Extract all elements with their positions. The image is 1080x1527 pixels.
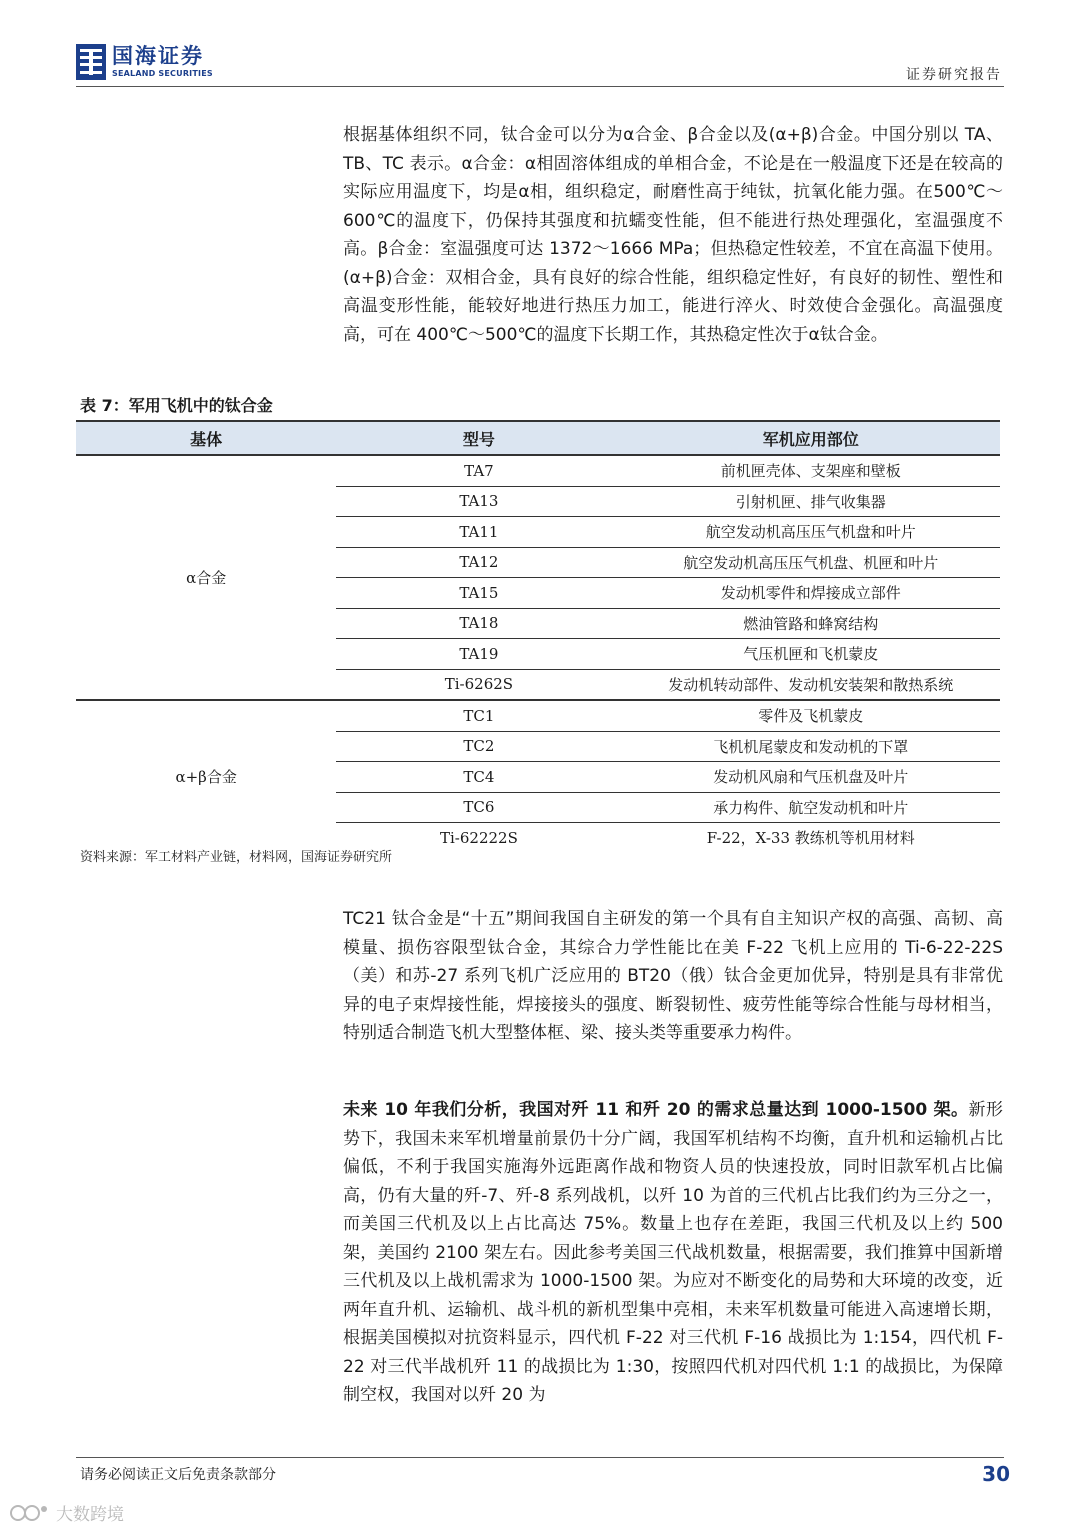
header-model: 型号 xyxy=(336,421,621,455)
model-cell: TC4 xyxy=(336,762,621,793)
model-cell: TC2 xyxy=(336,731,621,762)
paragraph-demand-body: 新形势下，我国未来军机增量前景仍十分广阔，我国军机结构不均衡，直升机和运输机占比偏低，不利于我国实施海外远距离作战和物资人员的快速投放，同时旧款军机占比偏高，仍有大量的歼-7、歼-8 系列战机，以歼 10 为首的三代机占比我们约为三分之一，而美国三代机及以上占比高达 75%。数量上也存在差距，我国三代机及以上约 500 架，美国约 2100 架左右。因此参考美国三代战机数量，根据需要，我们推算中国新增三代机及以上战机需求为 1000-1500 架。为应对不断变化的局势和大环境的改变，近两年直升机、运输机、战斗机的新机型集中亮相，未来军机数量可能进入高速增长期，根据美国模拟对抗资料显示，四代机 F-22 对三代机 F-16 战损比为 1:154，四代机 F-22 对三代半战机歼 11 的战损比为 1:30，按照四代机对四代机 1:1 的战损比，为保障制空权，我国对以歼 20 为 xyxy=(343,1100,1003,1405)
table-row xyxy=(76,455,1000,486)
table-source-note: 资料来源：军工材料产业链，材料网，国海证券研究所 xyxy=(80,850,393,865)
sealand-logo-icon xyxy=(76,44,106,80)
usage-cell: 零件及飞机蒙皮 xyxy=(622,700,1000,731)
model-cell: TA15 xyxy=(336,578,621,609)
usage-cell: 航空发动机高压压气机盘、机匣和叶片 xyxy=(622,547,1000,578)
paragraph-tc21: TC21 钛合金是“十五”期间我国自主研发的第一个具有自主知识产权的高强、高韧、高模量、损伤容限型钛合金，其综合力学性能比在美 F-22 飞机上应用的 Ti-6-22-22S（美）和苏-27 系列飞机广泛应用的 BT20（俄）钛合金更加优异，特别是具有非常优异的电子束焊接性能，焊接接头的强度、断裂韧性、疲劳性能等综合性能与母材相当，特别适合制造飞机大型整体框、梁、接头类等重要承力构件。 xyxy=(343,909,1003,1043)
model-cell: TA12 xyxy=(336,547,621,578)
header-usage: 军机应用部位 xyxy=(622,421,1000,455)
group-base-alpha-beta: α+β合金 xyxy=(175,768,237,787)
usage-cell: 承力构件、航空发动机和叶片 xyxy=(622,792,1000,823)
header-divider xyxy=(76,86,1004,87)
paragraph-alloy-types: 根据基体组织不同，钛合金可以分为α合金、β合金以及(α+β)合金。中国分别以 TA、TB、TC 表示。α合金：α相固溶体组成的单相合金，不论是在一般温度下还是在较高的实际应用温度下，均是α相，组织稳定，耐磨性高于纯钛，抗氧化能力强。在500℃～600℃的温度下，仍保持其强度和抗蠕变性能，但不能进行热处理强化，室温强度不高。β合金：室温强度可达 1372～1666 MPa；但热稳定性较差，不宜在高温下使用。(α+β)合金：双相合金，具有良好的综合性能，组织稳定性好，有良好的韧性、塑性和高温变形性能，能较好地进行热压力加工，能进行淬火、时效使合金强化。高温强度高，可在 400℃～500℃的温度下长期工作，其热稳定性次于α钛合金。 xyxy=(343,125,1003,345)
usage-cell: 发动机风扇和气压机盘及叶片 xyxy=(622,762,1000,793)
usage-cell: F-22，X-33 教练机等机用材料 xyxy=(706,829,915,848)
page-number: 30 xyxy=(982,1462,1010,1486)
titanium-alloy-table xyxy=(76,420,1000,853)
disclaimer-note: 请务必阅读正文后免责条款部分 xyxy=(80,1467,276,1483)
footer-divider xyxy=(76,1457,1004,1458)
table-row xyxy=(76,700,1000,731)
usage-cell: 引射机匣、排气收集器 xyxy=(622,486,1000,517)
logo-cn-text: 国海证券 xyxy=(112,44,204,68)
usage-cell: 前机匣壳体、支架座和壁板 xyxy=(622,455,1000,486)
header-base: 基体 xyxy=(76,421,336,455)
model-cell: TA13 xyxy=(336,486,621,517)
table-header-row xyxy=(76,421,1000,455)
usage-cell: 航空发动机高压压气机盘和叶片 xyxy=(622,517,1000,548)
model-cell: TA19 xyxy=(336,639,621,670)
usage-cell: 发动机转动部件、发动机安装架和散热系统 xyxy=(622,669,1000,700)
model-cell: TC6 xyxy=(336,792,621,823)
report-type-label: 证券研究报告 xyxy=(906,67,1002,83)
usage-cell: 发动机零件和焊接成立部件 xyxy=(622,578,1000,609)
model-cell: TC1 xyxy=(336,700,621,731)
model-cell: TA18 xyxy=(336,608,621,639)
usage-cell: 气压机匣和飞机蒙皮 xyxy=(622,639,1000,670)
model-cell: TA7 xyxy=(336,455,621,486)
table-caption: 表 7：军用飞机中的钛合金 xyxy=(80,396,273,415)
paragraph-demand-lead: 未来 10 年我们分析，我国对歼 11 和歼 20 的需求总量达到 1000-1500 架。 xyxy=(343,1100,969,1120)
watermark-logo-icon xyxy=(8,1503,52,1523)
group-base-alpha: α合金 xyxy=(76,455,336,700)
model-cell: TA11 xyxy=(336,517,621,548)
watermark xyxy=(8,1500,124,1525)
company-logo xyxy=(76,44,213,80)
model-cell: Ti-62222S xyxy=(439,828,518,847)
watermark-text: 大数跨境 xyxy=(56,1505,124,1525)
paragraph-demand-analysis xyxy=(343,1096,1003,1410)
usage-cell: 燃油管路和蜂窝结构 xyxy=(622,608,1000,639)
usage-cell: 飞机机尾蒙皮和发动机的下罩 xyxy=(622,731,1000,762)
model-cell: Ti-6262S xyxy=(336,669,621,700)
logo-en-text: SEALAND SECURITIES xyxy=(112,69,213,78)
